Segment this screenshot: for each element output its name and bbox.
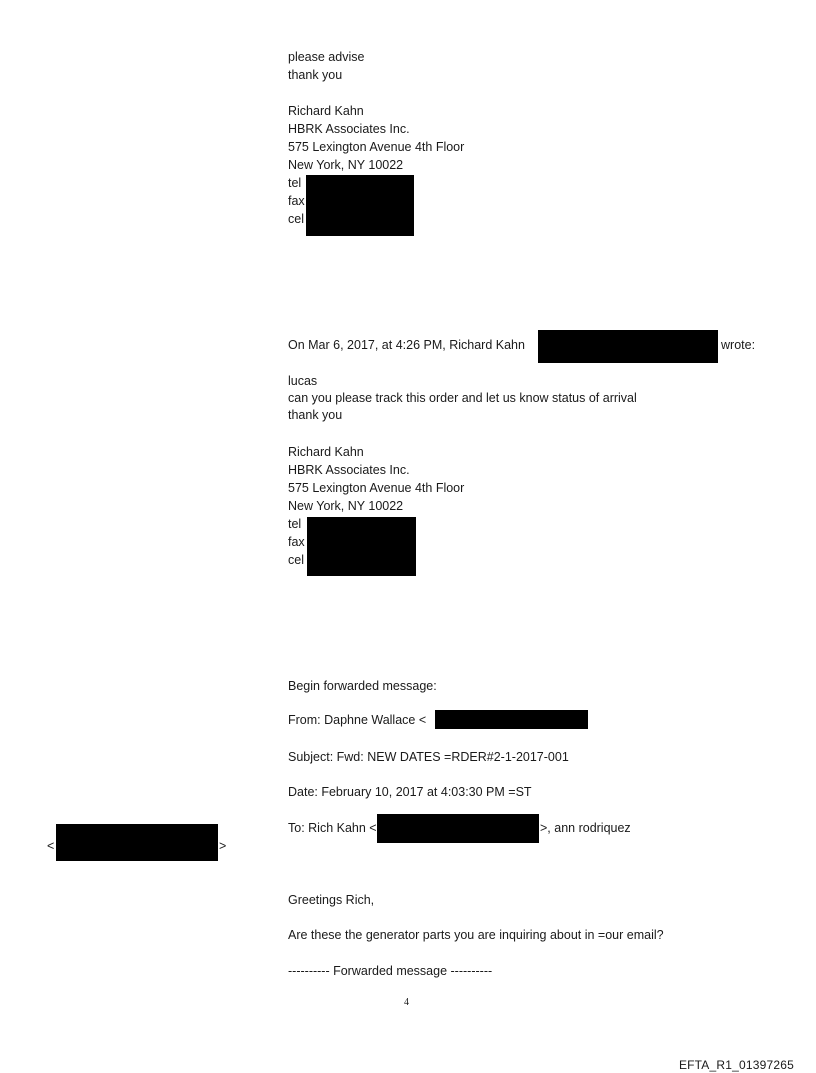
signature-1-company: HBRK Associates Inc. <box>288 122 410 136</box>
signature-1-fax-label: fax <box>288 194 305 208</box>
signature-1-city: New York, NY 10022 <box>288 158 404 172</box>
message-line-3: thank you <box>288 408 343 422</box>
forwarded-from: From: Daphne Wallace < <box>288 713 427 727</box>
quote-header-suffix: wrote: <box>721 338 756 352</box>
page-number: 4 <box>404 997 409 1008</box>
redaction-from-email <box>435 710 588 729</box>
signature-1-name: Richard Kahn <box>288 104 364 118</box>
forwarded-intro: Begin forwarded message: <box>288 679 437 693</box>
body-question: Are these the generator parts you are inquiring about in =our email? <box>288 928 664 942</box>
forwarded-subject: Subject: Fwd: NEW DATES =RDER#2-1-2017-001 <box>288 750 569 764</box>
signature-2-fax-label: fax <box>288 535 305 549</box>
body-greeting: Greetings Rich, <box>288 893 375 907</box>
forwarded-date: Date: February 10, 2017 at 4:03:30 PM =ST <box>288 785 532 799</box>
left-address-close-bracket: > <box>219 839 227 853</box>
signature-1-tel-label: tel <box>288 176 302 190</box>
reply-line-1: please advise <box>288 50 365 64</box>
signature-2-name: Richard Kahn <box>288 445 364 459</box>
signature-1-cel-label: cel <box>288 212 304 226</box>
body-forward-divider: ---------- Forwarded message ---------- <box>288 964 493 978</box>
redaction-to-email <box>377 814 539 843</box>
signature-2-company: HBRK Associates Inc. <box>288 463 410 477</box>
redaction-sender-email <box>538 330 718 363</box>
signature-2-tel-label: tel <box>288 517 302 531</box>
reply-line-2: thank you <box>288 68 343 82</box>
signature-2-cel-label: cel <box>288 553 304 567</box>
document-id: EFTA_R1_01397265 <box>678 1058 794 1072</box>
left-address-open-bracket: < <box>47 839 55 853</box>
redaction-signature-1-phones <box>306 175 414 236</box>
message-line-1: lucas <box>288 374 318 388</box>
message-line-2: can you please track this order and let us know status of arrival <box>288 391 637 405</box>
signature-2-street: 575 Lexington Avenue 4th Floor <box>288 481 465 495</box>
quote-header-prefix: On Mar 6, 2017, at 4:26 PM, Richard Kahn <box>288 338 525 352</box>
redaction-cc-email <box>56 824 218 861</box>
signature-1-street: 575 Lexington Avenue 4th Floor <box>288 140 465 154</box>
forwarded-to-suffix: >, ann rodriquez <box>540 821 631 835</box>
signature-2-city: New York, NY 10022 <box>288 499 404 513</box>
forwarded-to-prefix: To: Rich Kahn < <box>288 821 377 835</box>
redaction-signature-2-phones <box>307 517 416 576</box>
